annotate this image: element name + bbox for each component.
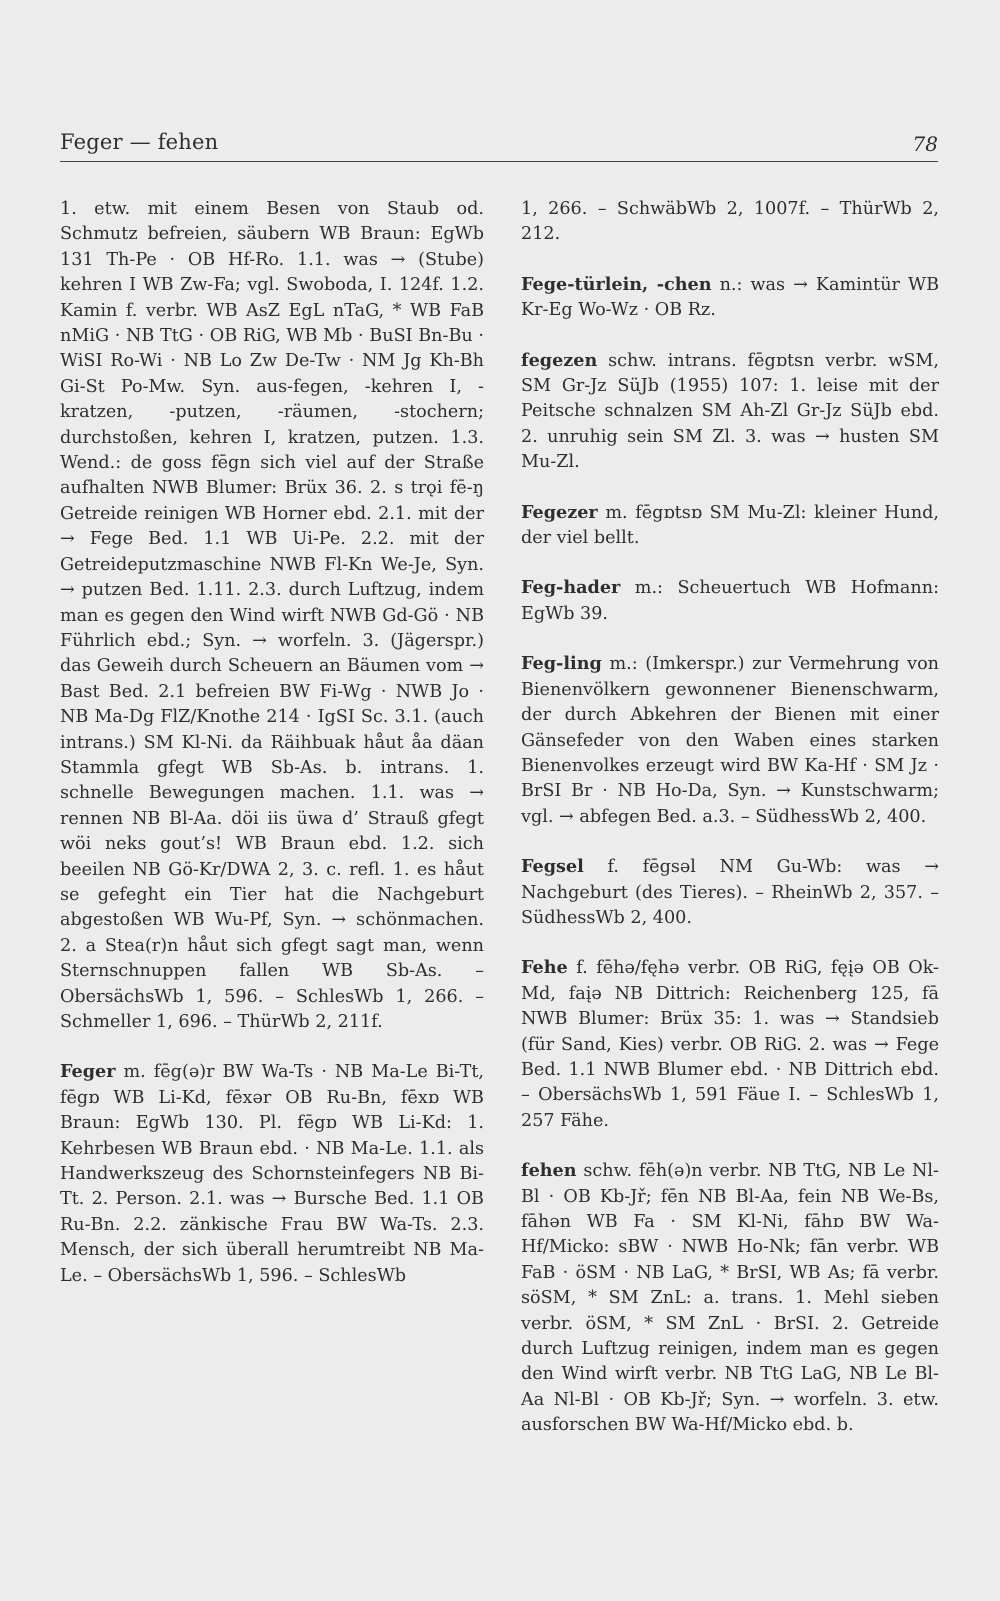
page-number: 78	[912, 132, 938, 156]
entry-gap	[521, 551, 939, 575]
entry-text: f. fēgsəl NM Gu-Wb: was → Nachgeburt (des Tieres). – RheinWb 2, 357. – SüdhessWb 2, 400.	[521, 857, 939, 928]
entry-fehen	[521, 1158, 939, 1438]
entry-text: m. fēgɒtsɒ SM Mu-Zl: kleiner Hund, der viel bellt.	[521, 502, 940, 549]
entry-gap	[521, 248, 939, 272]
entry-text: schw. fēh(ə)n verbr. NB TtG, NB Le Nl-Bl · OB Kb-Jř; fēn NB Bl-Aa, fein NB We-Bs, fāhən WB Fa · SM Kl-Ni, fāhɒ BW Wa-Hf/Micko: sBW · NWB Ho-Nk; fān verbr. WB FaB · öSM · NB LaG, * BrSI, WB As; fā verbr. söSM, * SM ZnL: a. trans. 1. Mehl sieben verbr. öSM, * SM ZnL · BrSI. 2. Getreide durch Luftzug reinigen, indem man es gegen den Wind wirft verbr. NB TtG LaG, NB Le Bl-Aa Nl-Bl · OB Kb-Jř; Syn. → worfeln. 3. etw. ausforschen BW Wa-Hf/Micko ebd. b.	[521, 1161, 940, 1436]
running-head: Feger — fehen	[60, 130, 219, 154]
entry-headword: Fegsel	[521, 856, 584, 878]
entry-headword: Feger	[60, 1061, 116, 1083]
entry-headword: fegezen	[521, 349, 598, 371]
entry-fegsel	[521, 854, 939, 931]
header-rule	[60, 161, 938, 162]
entry-gap	[60, 1035, 484, 1059]
entry-headword: Feg-ling	[521, 653, 602, 675]
entry-fegezer	[521, 500, 939, 552]
entry-text: n.: was → Kamintür WB Kr-Eg Wo-Wz · OB Rz.	[521, 274, 940, 321]
entry-headword: Feg-hader	[521, 577, 621, 599]
entry-continuation	[521, 197, 939, 248]
entry-gap	[521, 931, 939, 955]
entry-text: m. fēg(ə)r BW Wa-Ts · NB Ma-Le Bi-Tt, fēgɒ WB Li-Kd, fēxər OB Ru-Bn, fēxɒ WB Braun: EgWb 130. Pl. fēgɒ WB Li-Kd: 1. Kehrbesen WB Braun ebd. · NB Ma-Le. 1.1. als Handwerkszeug des Schornsteinfegers NB Bi-Tt. 2. Person. 2.1. was → Bursche Bed. 1.1 OB Ru-Bn. 2.2. zänkische Frau BW Wa-Ts. 2.3. Mensch, der sich überall herumtreibt NB Ma-Le. – ObersächsWb 1, 596. – SchlesWb	[60, 1062, 485, 1286]
entry-gap	[521, 476, 939, 500]
entry-headword: Fege-türlein, -chen	[521, 273, 712, 295]
right-column	[521, 197, 939, 1439]
entry-gap	[521, 1134, 939, 1158]
entry-fegezen	[521, 348, 939, 476]
entry-gap	[521, 324, 939, 348]
entry-feg-hader	[521, 575, 939, 627]
entry-feg-ling	[521, 651, 939, 830]
entry-feger	[60, 1059, 484, 1289]
entry-fege-tuerlein	[521, 272, 939, 324]
entry-continuation	[60, 197, 484, 1035]
entry-headword: Fegezer	[521, 501, 598, 523]
left-column	[60, 197, 484, 1289]
entry-gap	[521, 627, 939, 651]
entry-text: m.: (Imkerspr.) zur Vermehrung von Bienenvölkern gewonnener Bienenschwarm, der durch Abkehren der Bienen mit einer Gänsefeder von den Waben eines starken Bienenvolkes erzeugt wird BW Ka-Hf · SM Jz · BrSI Br · NB Ho-Da, Syn. → Kunstschwarm; vgl. → abfegen Bed. a.3. – SüdhessWb 2, 400.	[521, 654, 940, 827]
entry-text: f. fēhə/fęhə verbr. OB RiG, fęįə OB Ok-Md, faįə NB Dittrich: Reichenberg 125, fā NWB Blumer: Brüx 35: 1. was → Standsieb (für Sand, Kies) verbr. OB RiG. 2. was → Fege Bed. 1.1 NWB Blumer ebd. · NB Dittrich ebd. – ObersächsWb 1, 591 Fäue I. – SchlesWb 1, 257 Fähe.	[521, 958, 940, 1131]
entry-headword: Fehe	[521, 957, 568, 979]
entry-text: 1, 266. – SchwäbWb 2, 1007f. – ThürWb 2, 212.	[521, 199, 939, 245]
entry-gap	[521, 830, 939, 854]
entry-text: m.: Scheuertuch WB Hofmann: EgWb 39.	[521, 578, 940, 624]
entry-text: 1. etw. mit einem Besen von Staub od. Schmutz befreien, säubern WB Braun: EgWb 131 Th-Pe · OB Hf-Ro. 1.1. was → (Stube) kehren I WB Zw-Fa; vgl. Swoboda, I. 124f. 1.2. Kamin f. verbr. WB AsZ EgL nTaG, * WB FaB nMiG · NB TtG · OB RiG, WB Mb · BuSI Bn-Bu · WiSI Ro-Wi · NB Lo Zw De-Tw · NM Jg Kh-Bh Gi-St Po-Mw. Syn. aus-fegen, -kehren I, -kratzen, -putzen, -räumen, -stochern; durchstoßen, kehren I, kratzen, putzen. 1.3. Wend.: de goss fēgn sich viel auf der Straße aufhalten NWB Blumer: Brüx 36. 2. s trǫi fē-ŋ Getreide reinigen WB Horner ebd. 2.1. mit der → Fege Bed. 1.1 WB Ui-Pe. 2.2. mit der Getreideputzmaschine NWB Fl-Kn We-Je, Syn. → putzen Bed. 1.11. 2.3. durch Luftzug, indem man es gegen den Wind wirft NWB Gd-Gö · NB Führlich ebd.; Syn. → worfeln. 3. (Jägerspr.) das Geweih durch Scheuern an Bäumen vom → Bast Bed. 2.1 befreien BW Fi-Wg · NWB Jo · NB Ma-Dg FlZ/Knothe 214 · IgSI Sc. 3.1. (auch intrans.) SM Kl-Ni. da Räihbuak håut åa däan Stammla gfegt WB Sb-As. b. intrans. 1. schnelle Bewegungen machen. 1.1. was → rennen NB Bl-Aa. döi iis üwa d’ Strauß gfegt wöi neks gout’s! WB Braun ebd. 1.2. sich beeilen NB Gö-Kr/DWA 2, 3. c. refl. 1. es håut se gefeght ein Tier hat die Nachgeburt abgestoßen WB Wu-Pf, Syn. → schönmachen. 2. a Stea(r)n håut sich gfegt sagt man, wenn Sternschnuppen fallen WB Sb-As. – ObersächsWb 1, 596. – SchlesWb 1, 266. – Schmeller 1, 696. – ThürWb 2, 211f.	[60, 199, 484, 1032]
entry-fehe	[521, 955, 939, 1134]
entry-text: schw. intrans. fēgɒtsn verbr. wSM, SM Gr-Jz SüJb (1955) 107: 1. leise mit der Peitsche schnalzen SM Ah-Zl Gr-Jz SüJb ebd. 2. unruhig sein SM Zl. 3. was → husten SM Mu-Zl.	[521, 350, 939, 473]
entry-headword: fehen	[521, 1160, 577, 1182]
